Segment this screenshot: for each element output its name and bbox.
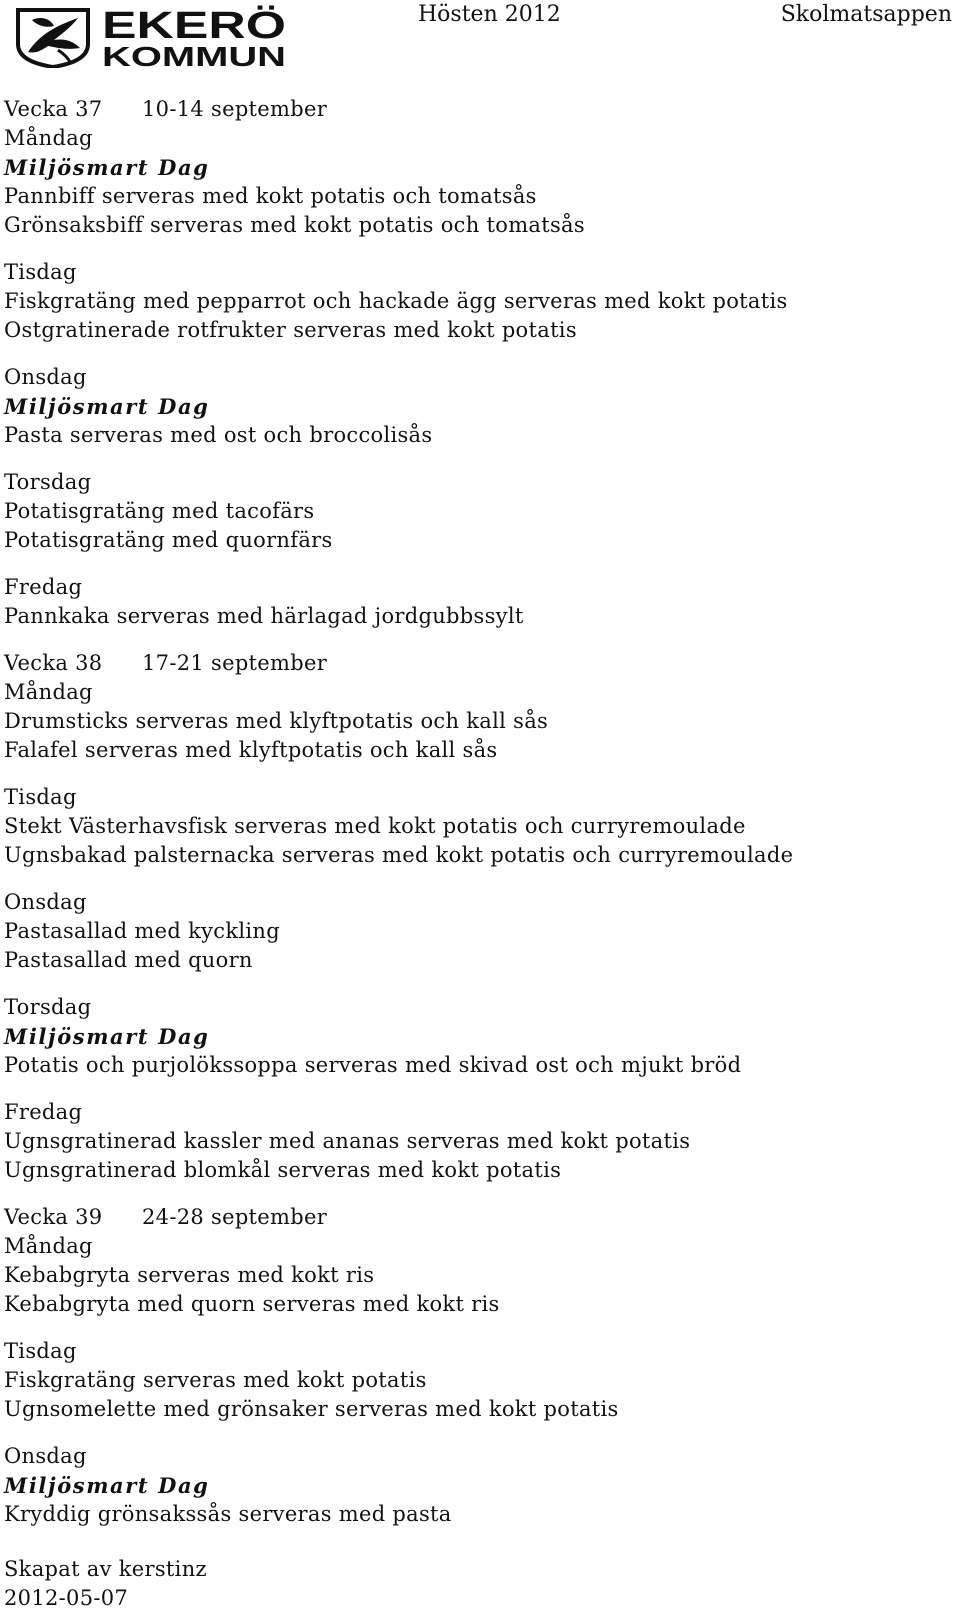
day-name: Tisdag xyxy=(4,785,77,809)
logo-text-kommun: KOMMUN xyxy=(102,41,286,68)
dish: Ugnsbakad palsternacka serveras med kokt potatis och curryremoulade xyxy=(4,843,794,867)
day-name: Fredag xyxy=(4,1100,83,1124)
dish: Potatisgratäng med quornfärs xyxy=(4,528,333,552)
week-dates: 10-14 september xyxy=(142,97,328,121)
dish: Potatisgratäng med tacofärs xyxy=(4,499,315,523)
week-label: Vecka 38 xyxy=(4,651,103,675)
day-name: Onsdag xyxy=(4,890,87,914)
day-name: Tisdag xyxy=(4,1339,77,1363)
dish: Ugnsgratinerad blomkål serveras med kokt potatis xyxy=(4,1158,562,1182)
day-name: Måndag xyxy=(4,126,93,150)
dish: Kryddig grönsakssås serveras med pasta xyxy=(4,1502,452,1526)
miljosmart-tag: Miljösmart Dag xyxy=(4,1473,210,1498)
dish: Kebabgryta med quorn serveras med kokt ris xyxy=(4,1292,500,1316)
season-label: Hösten 2012 xyxy=(418,2,561,27)
dish: Drumsticks serveras med klyftpotatis och kall sås xyxy=(4,709,549,733)
day-name: Måndag xyxy=(4,680,93,704)
menu-content xyxy=(4,95,954,1613)
week-header xyxy=(4,649,954,678)
dish: Fiskgratäng med pepparrot och hackade ägg serveras med kokt potatis xyxy=(4,289,788,313)
week-label: Vecka 39 xyxy=(4,1205,103,1229)
dish: Grönsaksbiff serveras med kokt potatis och tomatsås xyxy=(4,213,585,237)
week-header xyxy=(4,1203,954,1232)
day-name: Fredag xyxy=(4,575,83,599)
dish: Potatis och purjolökssoppa serveras med skivad ost och mjukt bröd xyxy=(4,1053,742,1077)
dish: Kebabgryta serveras med kokt ris xyxy=(4,1263,375,1287)
dish: Ugnsomelette med grönsaker serveras med kokt potatis xyxy=(4,1397,619,1421)
dish: Ugnsgratinerad kassler med ananas serveras med kokt potatis xyxy=(4,1129,691,1153)
dish: Fiskgratäng serveras med kokt potatis xyxy=(4,1368,427,1392)
day-name: Onsdag xyxy=(4,1444,87,1468)
dish: Falafel serveras med klyftpotatis och kall sås xyxy=(4,738,498,762)
created-by: Skapat av kerstinz xyxy=(4,1557,207,1581)
day-name: Onsdag xyxy=(4,365,87,389)
week-dates: 24-28 september xyxy=(142,1205,328,1229)
miljosmart-tag: Miljösmart Dag xyxy=(4,394,210,419)
dish: Pastasallad med quorn xyxy=(4,948,253,972)
day-name: Torsdag xyxy=(4,470,92,494)
app-name: Skolmatsappen xyxy=(780,2,952,27)
day-name: Måndag xyxy=(4,1234,93,1258)
day-name: Tisdag xyxy=(4,260,77,284)
dish: Pastasallad med kyckling xyxy=(4,919,280,943)
shield-icon xyxy=(18,10,88,67)
dish: Pasta serveras med ost och broccolisås xyxy=(4,423,433,447)
created-date: 2012-05-07 xyxy=(4,1586,129,1610)
dish: Ostgratinerade rotfrukter serveras med kokt potatis xyxy=(4,318,577,342)
week-header xyxy=(4,95,954,124)
page-header xyxy=(0,0,960,80)
miljosmart-tag: Miljösmart Dag xyxy=(4,155,210,180)
week-label: Vecka 37 xyxy=(4,97,103,121)
day-name: Torsdag xyxy=(4,995,92,1019)
ekero-kommun-logo xyxy=(14,4,294,68)
miljosmart-tag: Miljösmart Dag xyxy=(4,1024,210,1049)
dish: Stekt Västerhavsfisk serveras med kokt potatis och curryremoulade xyxy=(4,814,746,838)
dish: Pannbiff serveras med kokt potatis och tomatsås xyxy=(4,184,537,208)
dish: Pannkaka serveras med härlagad jordgubbssylt xyxy=(4,604,524,628)
page-footer xyxy=(4,1555,954,1613)
logo-text-ekero: EKERÖ xyxy=(102,5,238,47)
week-dates: 17-21 september xyxy=(142,651,328,675)
